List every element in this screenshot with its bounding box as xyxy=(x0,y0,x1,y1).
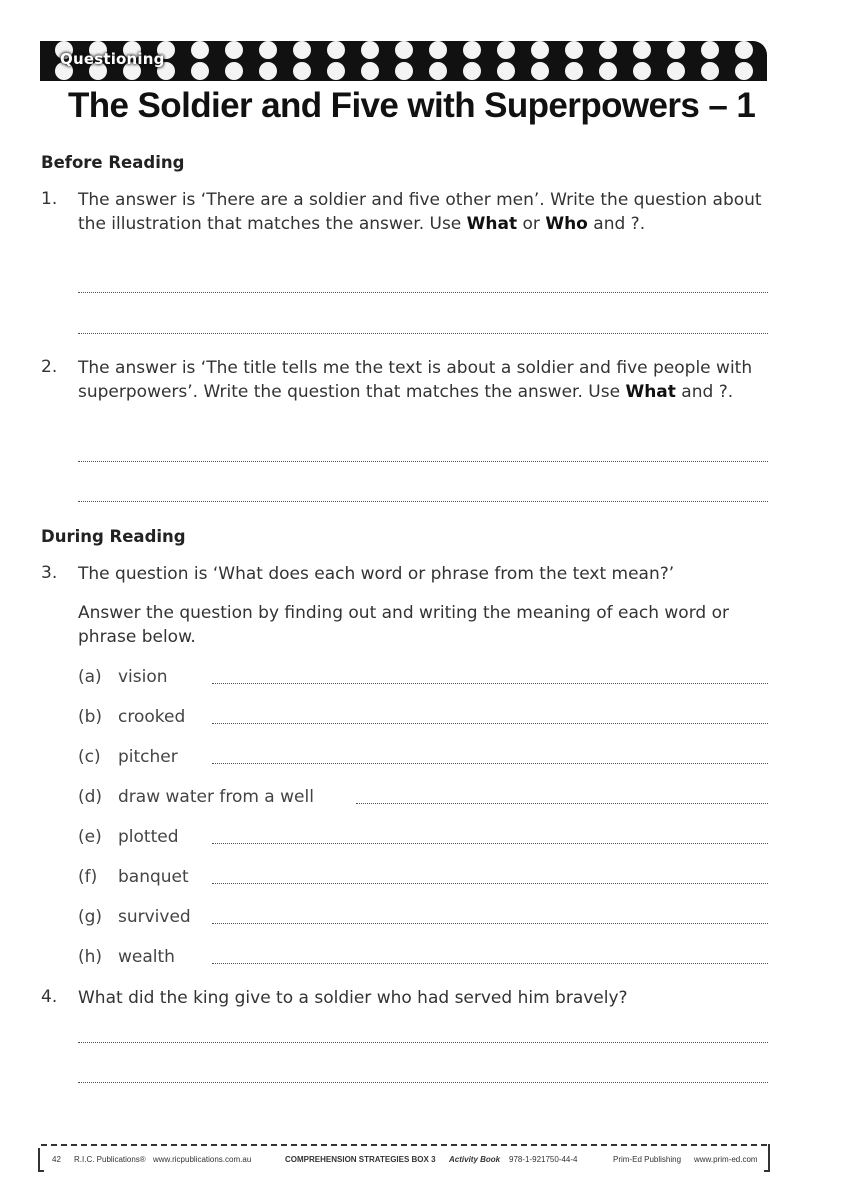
answer-line[interactable] xyxy=(212,923,768,924)
banner-dot xyxy=(667,41,685,59)
banner-dot xyxy=(565,62,583,80)
banner-dot xyxy=(735,41,753,59)
vocab-word: banquet xyxy=(118,867,189,887)
question-instruction-3: Answer the question by finding out and writing the meaning of each word or phrase below. xyxy=(78,603,729,647)
footer-divider xyxy=(41,1144,767,1146)
banner-dot xyxy=(361,41,379,59)
banner-dot xyxy=(259,62,277,80)
answer-line[interactable] xyxy=(212,883,768,884)
banner-dot xyxy=(633,62,651,80)
banner-dot xyxy=(633,41,651,59)
question-text-4: What did the king give to a soldier who had served him bravely? xyxy=(78,988,628,1008)
footer-book-subtitle: Activity Book xyxy=(449,1155,501,1164)
footer-page-number: 42 xyxy=(52,1155,61,1164)
vocab-letter: (c) xyxy=(78,747,101,767)
banner-dot xyxy=(429,41,447,59)
question-number-3: 3. xyxy=(41,563,58,583)
banner-dot xyxy=(701,41,719,59)
answer-line[interactable] xyxy=(78,292,768,293)
footer-book-title: COMPREHENSION STRATEGIES BOX 3 xyxy=(285,1155,436,1164)
answer-line[interactable] xyxy=(212,963,768,964)
banner-label: Questioning xyxy=(60,50,165,68)
question-text-3: The question is ‘What does each word or phrase from the text mean?’ xyxy=(78,564,675,584)
banner-dot xyxy=(361,62,379,80)
section-heading-during-reading: During Reading xyxy=(41,527,186,546)
vocab-word: survived xyxy=(118,907,191,927)
banner-dot xyxy=(667,62,685,80)
footer-publisher: R.I.C. Publications® xyxy=(74,1155,146,1164)
vocab-letter: (h) xyxy=(78,947,103,967)
footer-prim-ed: Prim-Ed Publishing xyxy=(613,1155,682,1164)
banner-dot xyxy=(395,62,413,80)
answer-line[interactable] xyxy=(78,461,768,462)
banner-dot xyxy=(463,62,481,80)
answer-line[interactable] xyxy=(356,803,768,804)
vocab-letter: (d) xyxy=(78,787,103,807)
banner-dot xyxy=(565,41,583,59)
vocab-word: wealth xyxy=(118,947,175,967)
vocab-word: pitcher xyxy=(118,747,178,767)
section-heading-before-reading: Before Reading xyxy=(41,153,185,172)
answer-line[interactable] xyxy=(78,501,768,502)
question-text-2: The answer is ‘The title tells me the text is about a soldier and five people with superpowers’. Write the question that matches the answer. Use What and ?. xyxy=(78,358,753,402)
banner-dot xyxy=(701,62,719,80)
vocab-word: plotted xyxy=(118,827,179,847)
footer-prim-ed-url: www.prim-ed.com xyxy=(694,1155,758,1164)
vocab-word: crooked xyxy=(118,707,186,727)
banner-dot xyxy=(497,41,515,59)
section-banner xyxy=(40,41,767,81)
vocab-letter: (e) xyxy=(78,827,102,847)
banner-dot xyxy=(259,41,277,59)
banner-dot xyxy=(225,41,243,59)
answer-line[interactable] xyxy=(212,843,768,844)
banner-dot xyxy=(191,62,209,80)
answer-line[interactable] xyxy=(78,1082,768,1083)
vocab-letter: (b) xyxy=(78,707,103,727)
vocab-letter: (f) xyxy=(78,867,98,887)
banner-dot xyxy=(497,62,515,80)
banner-dot xyxy=(599,62,617,80)
question-number-4: 4. xyxy=(41,987,58,1007)
vocab-letter: (g) xyxy=(78,907,103,927)
banner-dot xyxy=(225,62,243,80)
banner-dot xyxy=(327,41,345,59)
vocab-word: vision xyxy=(118,667,168,687)
banner-dot xyxy=(429,62,447,80)
vocab-letter: (a) xyxy=(78,667,102,687)
answer-line[interactable] xyxy=(212,723,768,724)
banner-dot xyxy=(293,62,311,80)
answer-line[interactable] xyxy=(78,333,768,334)
banner-dot xyxy=(463,41,481,59)
vocab-word: draw water from a well xyxy=(118,787,314,807)
answer-line[interactable] xyxy=(212,763,768,764)
banner-dot xyxy=(735,62,753,80)
page-title: The Soldier and Five with Superpowers – 1 xyxy=(68,86,756,125)
answer-line[interactable] xyxy=(78,1042,768,1043)
banner-dot xyxy=(395,41,413,59)
answer-line[interactable] xyxy=(212,683,768,684)
banner-dot xyxy=(531,62,549,80)
question-text-1: The answer is ‘There are a soldier and five other men’. Write the question about the illustration that matches the answer. Use What or Who and ?. xyxy=(78,190,762,234)
footer-bracket-right xyxy=(764,1144,770,1172)
footer-publisher-url: www.ricpublications.com.au xyxy=(153,1155,252,1164)
banner-dot xyxy=(599,41,617,59)
banner-dot xyxy=(293,41,311,59)
question-number-2: 2. xyxy=(41,357,58,377)
footer-isbn: 978-1-921750-44-4 xyxy=(509,1155,578,1164)
footer-bracket-left xyxy=(38,1148,44,1172)
banner-dot xyxy=(191,41,209,59)
banner-dot xyxy=(531,41,549,59)
question-number-1: 1. xyxy=(41,189,58,209)
banner-dot xyxy=(327,62,345,80)
